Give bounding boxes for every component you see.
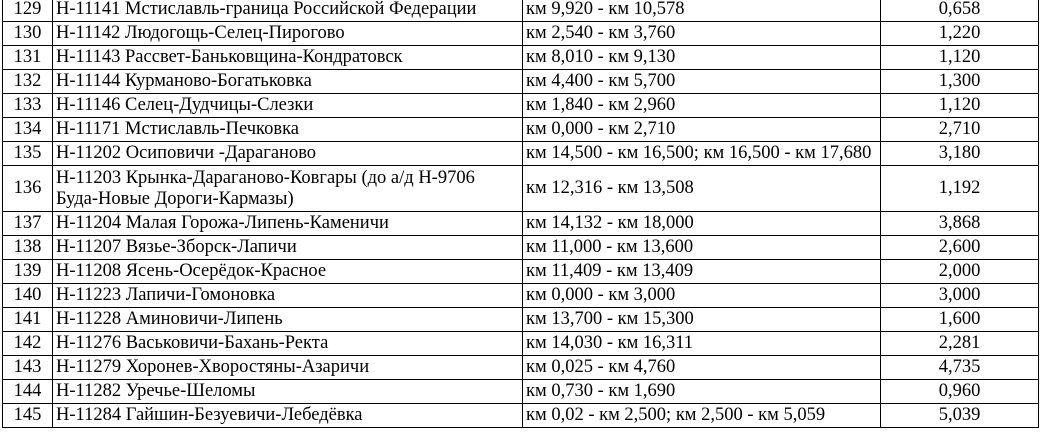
road-name: Н-11144 Курманово-Богатьковка [53, 70, 523, 94]
table-row [3, 142, 1039, 166]
roads-table [2, 0, 1039, 428]
km-range: км 0,000 - км 3,000 [523, 284, 881, 308]
length-km: 4,735 [881, 356, 1039, 380]
length-km: 3,000 [881, 284, 1039, 308]
km-range: км 14,030 - км 16,311 [523, 332, 881, 356]
table-row [3, 118, 1039, 142]
km-range: км 12,316 - км 13,508 [523, 166, 881, 212]
table-row [3, 380, 1039, 404]
road-name: Н-11141 Мстиславль-граница Российской Федерации [53, 0, 523, 22]
road-name: Н-11228 Аминовичи-Липень [53, 308, 523, 332]
km-range: км 14,132 - км 18,000 [523, 212, 881, 236]
length-km: 1,600 [881, 308, 1039, 332]
table-row [3, 284, 1039, 308]
length-km: 2,600 [881, 236, 1039, 260]
length-km: 2,000 [881, 260, 1039, 284]
km-range: км 14,500 - км 16,500; км 16,500 - км 17,680 [523, 142, 881, 166]
row-number: 131 [3, 46, 53, 70]
road-name: Н-11143 Рассвет-Баньковщина-Кондратовск [53, 46, 523, 70]
table-row [3, 236, 1039, 260]
road-name: Н-11171 Мстиславль-Печковка [53, 118, 523, 142]
length-km: 1,120 [881, 46, 1039, 70]
road-name: Н-11276 Васьковичи-Бахань-Ректа [53, 332, 523, 356]
row-number: 141 [3, 308, 53, 332]
length-km: 5,039 [881, 404, 1039, 428]
road-name: Н-11223 Лапичи-Гомоновка [53, 284, 523, 308]
km-range: км 4,400 - км 5,700 [523, 70, 881, 94]
km-range: км 0,000 - км 2,710 [523, 118, 881, 142]
km-range: км 2,540 - км 3,760 [523, 22, 881, 46]
table-row [3, 404, 1039, 428]
km-range: км 0,02 - км 2,500; км 2,500 - км 5,059 [523, 404, 881, 428]
road-name: Н-11202 Осиповичи -Дараганово [53, 142, 523, 166]
road-name: Н-11142 Людогощь-Селец-Пирогово [53, 22, 523, 46]
road-name: Н-11208 Ясень-Осерёдок-Красное [53, 260, 523, 284]
length-km: 3,180 [881, 142, 1039, 166]
km-range: км 1,840 - км 2,960 [523, 94, 881, 118]
row-number: 135 [3, 142, 53, 166]
row-number: 144 [3, 380, 53, 404]
length-km: 3,868 [881, 212, 1039, 236]
km-range: км 9,920 - км 10,578 [523, 0, 881, 22]
road-name: Н-11204 Малая Горожа-Липень-Каменичи [53, 212, 523, 236]
km-range: км 11,409 - км 13,409 [523, 260, 881, 284]
table-row [3, 94, 1039, 118]
road-name: Н-11284 Гайшин-Безуевичи-Лебедёвка [53, 404, 523, 428]
row-number: 145 [3, 404, 53, 428]
km-range: км 8,010 - км 9,130 [523, 46, 881, 70]
row-number: 143 [3, 356, 53, 380]
row-number: 137 [3, 212, 53, 236]
road-name: Н-11203 Крынка-Дараганово-Ковгары (до а/д Н-9706 Буда-Новые Дороги-Кармазы) [53, 166, 523, 212]
row-number: 130 [3, 22, 53, 46]
table-row [3, 212, 1039, 236]
road-name: Н-11146 Селец-Дудчицы-Слезки [53, 94, 523, 118]
table-row [3, 0, 1039, 22]
length-km: 1,192 [881, 166, 1039, 212]
table-row [3, 22, 1039, 46]
row-number: 132 [3, 70, 53, 94]
length-km: 2,710 [881, 118, 1039, 142]
table-row [3, 70, 1039, 94]
km-range: км 11,000 - км 13,600 [523, 236, 881, 260]
table-row [3, 166, 1039, 212]
row-number: 138 [3, 236, 53, 260]
row-number: 142 [3, 332, 53, 356]
km-range: км 0,730 - км 1,690 [523, 380, 881, 404]
length-km: 1,300 [881, 70, 1039, 94]
road-name: Н-11207 Вязье-Зборск-Лапичи [53, 236, 523, 260]
table-row [3, 260, 1039, 284]
row-number: 134 [3, 118, 53, 142]
row-number: 136 [3, 166, 53, 212]
length-km: 2,281 [881, 332, 1039, 356]
road-name: Н-11279 Хоронев-Хворостяны-Азаричи [53, 356, 523, 380]
roads-table-body [3, 0, 1039, 428]
row-number: 140 [3, 284, 53, 308]
length-km: 0,658 [881, 0, 1039, 22]
km-range: км 0,025 - км 4,760 [523, 356, 881, 380]
length-km: 1,220 [881, 22, 1039, 46]
road-name: Н-11282 Уречье-Шеломы [53, 380, 523, 404]
length-km: 1,120 [881, 94, 1039, 118]
table-row [3, 356, 1039, 380]
length-km: 0,960 [881, 380, 1039, 404]
table-row [3, 332, 1039, 356]
table-row [3, 46, 1039, 70]
row-number: 129 [3, 0, 53, 22]
row-number: 139 [3, 260, 53, 284]
row-number: 133 [3, 94, 53, 118]
km-range: км 13,700 - км 15,300 [523, 308, 881, 332]
table-row [3, 308, 1039, 332]
